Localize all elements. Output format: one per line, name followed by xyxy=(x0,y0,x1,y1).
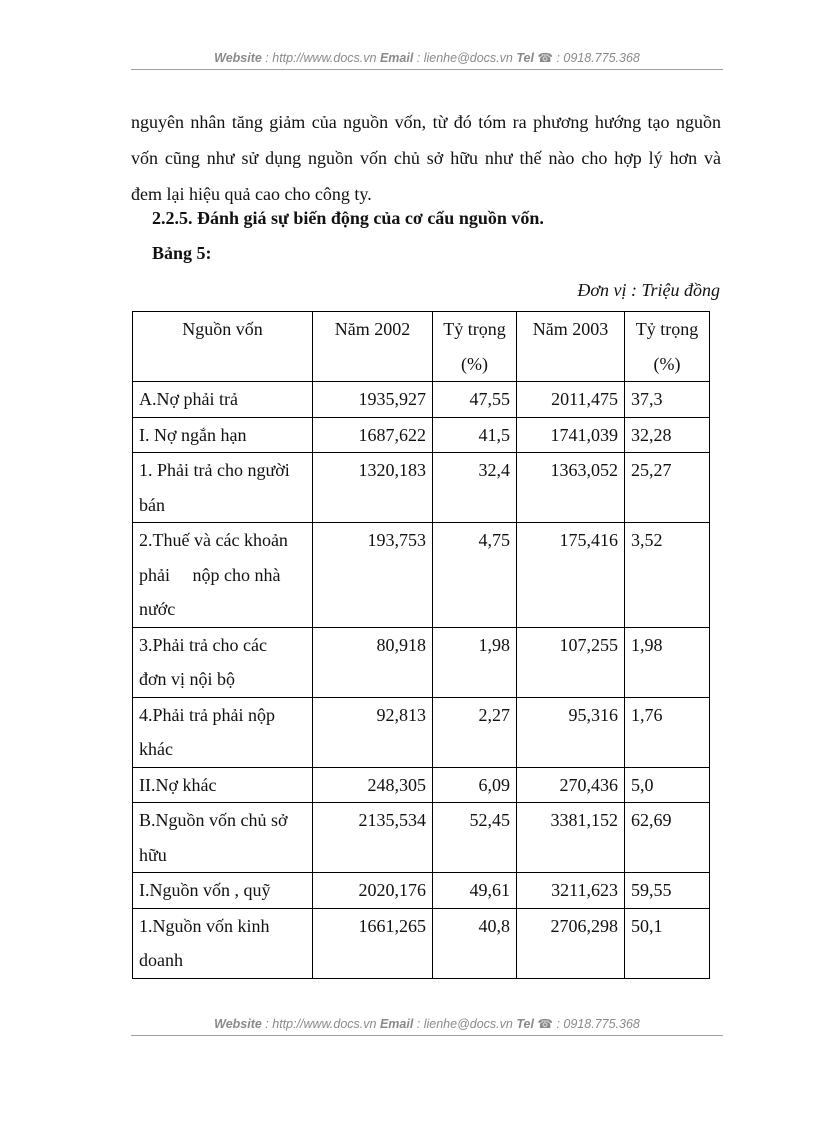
share-2002: 41,5 xyxy=(433,417,517,453)
row-label-line: bán xyxy=(139,494,165,515)
table-row xyxy=(133,453,710,523)
share-2003: 3,52 xyxy=(625,523,710,628)
page-footer xyxy=(131,1016,723,1036)
table-row xyxy=(133,873,710,909)
email-value: : lienhe@docs.vn xyxy=(413,1017,517,1031)
share-2002: 47,55 xyxy=(433,382,517,418)
page-header xyxy=(131,50,723,70)
value-2003: 107,255 xyxy=(517,627,625,697)
paragraph-line: nguyên nhân tăng giảm của nguồn vốn, từ đó tóm ra phương hướng tạo nguồn xyxy=(131,112,721,132)
email-label: Email xyxy=(379,51,414,65)
value-2003: 175,416 xyxy=(517,523,625,628)
row-label-line: doanh xyxy=(139,950,183,970)
share-2002: 49,61 xyxy=(433,873,517,909)
share-2003: 32,28 xyxy=(625,417,710,453)
section-heading: 2.2.5. Đánh giá sự biến động của cơ cấu nguồn vốn. xyxy=(152,208,544,228)
row-label-line: I. Nợ ngắn hạn xyxy=(139,424,247,445)
value-2003: 1741,039 xyxy=(517,417,625,453)
website-label: Website xyxy=(214,1017,262,1031)
row-label-line: A.Nợ phải trả xyxy=(139,389,238,409)
row-label-line: 3.Phải trả cho các xyxy=(139,634,267,655)
capital-structure-table xyxy=(132,311,710,979)
value-2003: 3211,623 xyxy=(517,873,625,909)
table-row xyxy=(133,627,710,697)
row-label-line: phải nộp cho nhà xyxy=(139,564,281,585)
row-label-line: 2.Thuế và các khoản xyxy=(139,530,288,550)
row-label xyxy=(133,697,313,767)
header-year-2002: Năm 2002 xyxy=(313,312,433,382)
paragraph-line: đem lại hiệu quả cao cho công ty. xyxy=(131,184,372,204)
website-value: : http://www.docs.vn xyxy=(261,1017,380,1031)
unit-note: Đơn vị : Triệu đồng xyxy=(577,280,720,300)
row-label-line: I.Nguồn vốn , quỹ xyxy=(139,880,271,900)
share-2002: 32,4 xyxy=(433,453,517,523)
row-label-line: II.Nợ khác xyxy=(139,774,217,795)
value-2002: 1687,622 xyxy=(313,417,433,453)
table-header-row xyxy=(133,312,710,382)
value-2002: 1935,927 xyxy=(313,382,433,418)
row-label xyxy=(133,627,313,697)
value-2002: 248,305 xyxy=(313,767,433,803)
value-2002: 1320,183 xyxy=(313,453,433,523)
tel-value: ☎ : 0918.775.368 xyxy=(533,1017,640,1031)
table-row xyxy=(133,382,710,418)
row-label-line: nước xyxy=(139,599,176,619)
value-2002: 193,753 xyxy=(313,523,433,628)
row-label-line: 4.Phải trả phải nộp xyxy=(139,704,275,725)
table-row xyxy=(133,767,710,803)
tel-label: Tel xyxy=(516,1017,534,1031)
value-2003: 270,436 xyxy=(517,767,625,803)
row-label xyxy=(133,873,313,909)
row-label xyxy=(133,453,313,523)
row-label-line: B.Nguồn vốn chủ sở xyxy=(139,810,288,830)
table-row xyxy=(133,523,710,628)
row-label-line: đơn vị nội bộ xyxy=(139,669,236,689)
website-value: : http://www.docs.vn xyxy=(261,51,380,65)
row-label xyxy=(133,767,313,803)
tel-value: ☎ : 0918.775.368 xyxy=(533,51,640,65)
row-label-line: 1. Phải trả cho người xyxy=(139,460,290,480)
share-2003: 5,0 xyxy=(625,767,710,803)
share-2002: 40,8 xyxy=(433,908,517,978)
website-label: Website xyxy=(214,51,262,65)
value-2002: 2020,176 xyxy=(313,873,433,909)
row-label xyxy=(133,417,313,453)
share-2003: 59,55 xyxy=(625,873,710,909)
row-label-line: 1.Nguồn vốn kinh xyxy=(139,915,270,936)
value-2002: 92,813 xyxy=(313,697,433,767)
tel-label: Tel xyxy=(516,51,534,65)
value-2002: 1661,265 xyxy=(313,908,433,978)
row-label xyxy=(133,523,313,628)
email-label: Email xyxy=(379,1017,414,1031)
row-label xyxy=(133,803,313,873)
share-2002: 4,75 xyxy=(433,523,517,628)
share-2002: 2,27 xyxy=(433,697,517,767)
share-2003: 25,27 xyxy=(625,453,710,523)
table-row xyxy=(133,697,710,767)
header-year-2003: Năm 2003 xyxy=(517,312,625,382)
value-2003: 1363,052 xyxy=(517,453,625,523)
value-2003: 95,316 xyxy=(517,697,625,767)
row-label xyxy=(133,382,313,418)
body-paragraph xyxy=(131,104,721,212)
table-label: Bảng 5: xyxy=(152,243,212,263)
share-2003: 62,69 xyxy=(625,803,710,873)
value-2003: 2706,298 xyxy=(517,908,625,978)
share-2003: 37,3 xyxy=(625,382,710,418)
header-share-2003: Tỷ trọng (%) xyxy=(625,312,710,382)
table-row xyxy=(133,417,710,453)
row-label xyxy=(133,908,313,978)
row-label-line: khác xyxy=(139,739,173,759)
email-value: : lienhe@docs.vn xyxy=(413,51,517,65)
share-2002: 52,45 xyxy=(433,803,517,873)
table-row xyxy=(133,908,710,978)
value-2003: 3381,152 xyxy=(517,803,625,873)
share-2002: 6,09 xyxy=(433,767,517,803)
paragraph-line: vốn cũng như sử dụng nguồn vốn chủ sở hữu như thế nào cho hợp lý hơn và xyxy=(131,148,721,168)
share-2003: 1,76 xyxy=(625,697,710,767)
header-source: Nguồn vốn xyxy=(133,312,313,382)
header-share-2002: Tỷ trọng (%) xyxy=(433,312,517,382)
value-2002: 80,918 xyxy=(313,627,433,697)
row-label-line: hữu xyxy=(139,844,167,865)
value-2003: 2011,475 xyxy=(517,382,625,418)
table-row xyxy=(133,803,710,873)
share-2003: 50,1 xyxy=(625,908,710,978)
share-2002: 1,98 xyxy=(433,627,517,697)
share-2003: 1,98 xyxy=(625,627,710,697)
value-2002: 2135,534 xyxy=(313,803,433,873)
